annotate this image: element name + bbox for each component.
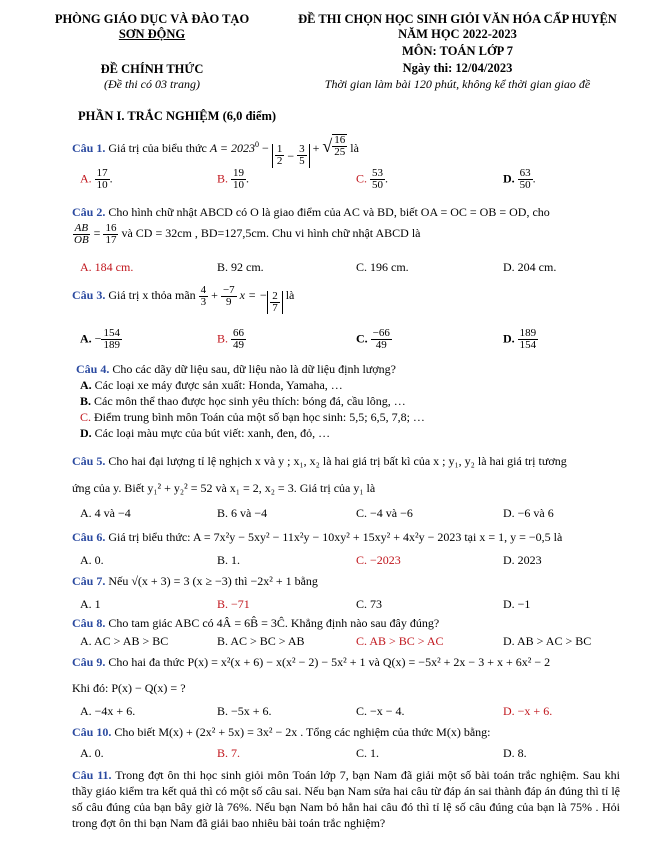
q4-option-d-text: Các loại màu mực của bút viết: xanh, đen, đỏ, … — [91, 426, 331, 440]
q4-option-b-text: Các môn thể thao được học sinh yêu thích: bóng đá, cầu lông, … — [91, 394, 406, 408]
q3-option-b-den: 49 — [233, 339, 245, 351]
q3-x-equals: x = − — [236, 288, 268, 302]
q2-option-d[interactable]: D. 204 cm. — [503, 260, 557, 274]
q1-frac2-den: 5 — [299, 155, 305, 167]
q4-option-a[interactable] — [80, 378, 343, 393]
question-4-label: Câu 4. — [76, 362, 110, 376]
question-9-label: Câu 9. — [72, 655, 106, 669]
q6-option-d[interactable]: D. 2023 — [503, 553, 542, 567]
q3-option-c[interactable] — [356, 328, 392, 351]
q1-option-a-letter: A. — [80, 171, 92, 186]
question-9-text: Cho hai đa thức P(x) = x²(x + 6) − x(x² − 2) − 5x² + 1 và Q(x) = −5x² + 2x − 3 + x + 6x² − 2 — [105, 655, 551, 669]
time-note: Thời gian làm bài 120 phút, không kể thời gian giao đề — [324, 77, 591, 91]
official-label: ĐỀ CHÍNH THỨC — [100, 62, 204, 76]
q5-option-c[interactable]: C. −4 và −6 — [356, 506, 413, 520]
q3-option-b-letter: B. — [217, 331, 229, 346]
q3-tail: là — [282, 288, 295, 302]
q2-option-a[interactable]: A. 184 cm. — [80, 260, 134, 274]
q9-option-a[interactable]: A. −4x + 6. — [80, 704, 136, 718]
question-2-label: Câu 2. — [72, 205, 106, 219]
q1-minus: − — [259, 141, 272, 155]
q7-option-a[interactable]: A. 1 — [80, 597, 101, 611]
q3-option-a-num: 154 — [103, 327, 120, 339]
question-1-text: Giá trị của biểu thức — [105, 141, 210, 155]
q1-expr-a: A = 2023 — [209, 141, 256, 155]
question-7-label: Câu 7. — [72, 574, 106, 588]
school-year: NĂM HỌC 2022-2023 — [398, 27, 517, 41]
department-name: PHÒNG GIÁO DỤC VÀ ĐÀO TẠO — [54, 12, 250, 26]
question-2 — [72, 205, 550, 220]
q7-option-d[interactable]: D. −1 — [503, 597, 531, 611]
question-10-label: Câu 10. — [72, 725, 112, 739]
q3-frac3-den: 7 — [272, 302, 278, 314]
q3-option-c-den: 49 — [375, 339, 387, 351]
question-5-line2: ứng của y. Biết y₁² + y₂² = 52 và x₁ = 2, x₂ = 3. Giá trị của y₁ là — [72, 481, 376, 495]
q1-sqrt-den: 25 — [334, 146, 346, 158]
q1-option-b-num: 19 — [233, 167, 245, 179]
question-4-text: Cho các dãy dữ liệu sau, dữ liệu nào là dữ liệu định lượng? — [109, 362, 396, 376]
q10-option-c[interactable]: C. 1. — [356, 746, 380, 760]
q5-option-a[interactable]: A. 4 và −4 — [80, 506, 131, 520]
q3-option-a-sign: − — [94, 331, 102, 346]
q4-option-b[interactable] — [80, 394, 406, 409]
question-4 — [76, 362, 396, 377]
question-8 — [72, 616, 439, 631]
question-11 — [72, 767, 620, 831]
q2-option-c[interactable]: C. 196 cm. — [356, 260, 409, 274]
q1-abs-value: $\frac{1}{2}$ − $\frac{3}{5}$ — [272, 144, 310, 168]
q1-option-c-den: 50 — [372, 179, 384, 191]
q1-option-c-num: 53 — [372, 167, 384, 179]
question-9-line2: Khi đó: P(x) − Q(x) = ? — [72, 681, 186, 695]
q3-option-a-letter: A. — [80, 331, 92, 346]
question-3-text: Giá trị x thỏa mãn — [105, 288, 199, 302]
q2-frac2-den: 17 — [105, 233, 117, 246]
q2-frac2-num: 16 — [105, 221, 117, 234]
q3-frac2-num: −7 — [222, 283, 235, 296]
q1-option-d-den: 50 — [519, 179, 531, 191]
q1-sqrt: √ $\frac{16}{25}$ — [322, 134, 346, 158]
question-1 — [72, 133, 359, 168]
q7-option-b[interactable]: B. −71 — [217, 597, 250, 611]
q1-option-d-num: 63 — [519, 167, 531, 179]
q9-option-d[interactable]: D. −x + 6. — [503, 704, 553, 718]
q1-plus: + — [309, 141, 323, 155]
q6-option-b[interactable]: B. 1. — [217, 553, 241, 567]
question-8-text: Cho tam giác ABC có 4Â = 6B̂ = 3Ĉ. Khẳng định nào sau đây đúng? — [105, 616, 440, 630]
q1-frac1-den: 2 — [276, 155, 283, 167]
q6-option-a[interactable]: A. 0. — [80, 553, 104, 567]
q3-option-d-letter: D. — [503, 331, 515, 346]
section-title: PHẦN I. TRẮC NGHIỆM (6,0 điểm) — [78, 109, 277, 123]
question-9 — [72, 655, 550, 670]
question-5-line1: Cho hai đại lượng tỉ lệ nghịch x và y ; x₁, x₂ là hai giá trị bất kì của x ; y₁, y₂ là hai giá trị tương — [105, 454, 567, 468]
question-1-label: Câu 1. — [72, 141, 106, 155]
q1-option-b-letter: B. — [217, 171, 229, 186]
q1-tail: là — [347, 141, 359, 155]
q3-frac2-den: 9 — [226, 295, 232, 308]
q1-option-c-letter: C. — [356, 171, 368, 186]
q4-option-a-letter: A. — [80, 378, 92, 392]
q9-option-b[interactable]: B. −5x + 6. — [217, 704, 272, 718]
q1-option-a[interactable]: A. $\frac{17}{10}$ . — [80, 167, 113, 191]
q4-option-a-text: Các loại xe máy được sản xuất: Honda, Yamaha, … — [91, 378, 343, 392]
q8-option-c[interactable]: C. AB > BC > AC — [356, 634, 444, 648]
question-6-text: Giá trị biểu thức: A = 7x²y − 5xy² − 11x²y − 10xy² + 15xy² + 4x²y − 2023 tại x = 1, y = −0,5 là — [105, 530, 563, 544]
question-3-label: Câu 3. — [72, 288, 106, 302]
q7-option-c[interactable]: C. 73 — [356, 597, 383, 611]
q4-option-b-letter: B. — [80, 394, 92, 408]
question-6 — [72, 530, 562, 545]
q5-option-b[interactable]: B. 6 và −4 — [217, 506, 268, 520]
q10-option-b[interactable]: B. 7. — [217, 746, 241, 760]
question-3 — [72, 282, 294, 314]
q1-frac1-num: 1 — [276, 143, 283, 155]
q2-equals: = — [90, 226, 104, 240]
question-10-text: Cho biết M(x) + (2x² + 5x) = 3x² − 2x . Tổng các nghiệm của thức M(x) bằng: — [111, 725, 491, 739]
district-name: SƠN ĐỘNG — [118, 27, 186, 41]
q3-frac1-den: 3 — [200, 295, 207, 308]
q3-plus: + — [208, 288, 221, 302]
q2-frac1-den: OB — [74, 233, 89, 246]
q2-option-b[interactable]: B. 92 cm. — [217, 260, 264, 274]
q4-option-c-letter: C. — [80, 410, 92, 424]
q3-frac3-num: 2 — [272, 290, 278, 302]
question-7 — [72, 574, 318, 589]
page-count-note: (Đề thi có 03 trang) — [104, 77, 200, 91]
q4-option-c[interactable] — [80, 410, 425, 425]
question-8-label: Câu 8. — [72, 616, 106, 630]
q4-option-d-letter: D. — [80, 426, 92, 440]
q1-sqrt-num: 16 — [334, 134, 346, 146]
q3-option-c-letter: C. — [356, 331, 368, 346]
question-11-label: Câu 11. — [72, 768, 112, 782]
q1-exponent: 0 — [255, 140, 260, 149]
question-6-label: Câu 6. — [72, 530, 106, 544]
question-11-text: Trong đợt ôn thi học sinh giỏi môn Toán lớp 7, bạn Nam đã giải một số bài toán trắc nghiệm. Sau khi thầy giáo kiểm tra kết quả thì có một số câu sai. Nếu bạn Nam sửa hai câu từ đáp án sai thành đáp án đúng thì tỉ lệ số câu đúng của bạn bây giờ là 76%. Nếu bạn Nam bỏ hẳn hai câu đó thì tỉ lệ số câu đúng của bạn là 75% . Hỏi trong đợt ôn thi bạn Nam đã giải bao nhiêu bài toán trắc nghiệm? — [72, 768, 620, 830]
q9-option-c[interactable]: C. −x − 4. — [356, 704, 405, 718]
q3-abs-value — [267, 291, 283, 314]
question-5-label: Câu 5. — [72, 454, 106, 468]
exam-title: ĐỀ THI CHỌN HỌC SINH GIỎI VĂN HÓA CẤP HUYỆN — [298, 12, 617, 26]
question-7-text: Nếu √(x + 3) = 3 (x ≥ −3) thì −2x² + 1 bằng — [105, 574, 318, 588]
q3-option-a[interactable] — [80, 328, 122, 351]
q2-frac1-num: AB — [74, 221, 89, 234]
q3-option-a-den: 189 — [103, 339, 120, 351]
question-5 — [72, 454, 567, 469]
q1-option-a-num: 17 — [96, 167, 108, 179]
q5-option-d[interactable]: D. −6 và 6 — [503, 506, 554, 520]
question-2-line2 — [72, 221, 420, 246]
q2-tail: và CD = 32cm , BD=127,5cm. Chu vi hình chữ nhật ABCD là — [118, 226, 421, 240]
exam-date: Ngày thi: 12/04/2023 — [402, 61, 513, 75]
q8-option-b[interactable]: B. AC > BC > AB — [217, 634, 305, 648]
q6-option-c[interactable]: C. −2023 — [356, 553, 401, 567]
q8-option-a[interactable]: A. AC > AB > BC — [80, 634, 169, 648]
question-10 — [72, 725, 491, 740]
q4-option-c-text: Điểm trung bình môn Toán của một số bạn học sinh: 5,5; 6,5, 7,8; … — [91, 410, 425, 424]
q3-option-c-num: −66 — [372, 327, 390, 339]
q3-frac1-num: 4 — [200, 283, 207, 296]
q1-option-d-letter: D. — [503, 171, 515, 186]
q3-option-d-den: 154 — [519, 339, 537, 351]
q10-option-a[interactable]: A. 0. — [80, 746, 104, 760]
q1-frac2-num: 3 — [299, 143, 305, 155]
q1-option-a-den: 10 — [96, 179, 108, 191]
q3-option-b-num: 66 — [233, 327, 245, 339]
q1-option-b-den: 10 — [233, 179, 245, 191]
q1-option-b[interactable]: B. $\frac{19}{10}$ . — [217, 167, 250, 191]
question-2-text: Cho hình chữ nhật ABCD có O là giao điểm của AC và BD, biết OA = OC = OB = OD, cho — [105, 205, 550, 219]
q1-option-c[interactable]: C. $\frac{53}{50}$ . — [356, 167, 389, 191]
q8-option-d[interactable]: D. AB > AC > BC — [503, 634, 592, 648]
q4-option-d[interactable] — [80, 426, 330, 441]
subject: MÔN: TOÁN LỚP 7 — [401, 44, 513, 58]
q3-option-d[interactable] — [503, 328, 538, 351]
q3-option-d-num: 189 — [519, 327, 537, 339]
q3-option-b[interactable] — [217, 328, 246, 351]
q1-option-d[interactable]: D. $\frac{63}{50}$ . — [503, 167, 536, 191]
q10-option-d[interactable]: D. 8. — [503, 746, 527, 760]
